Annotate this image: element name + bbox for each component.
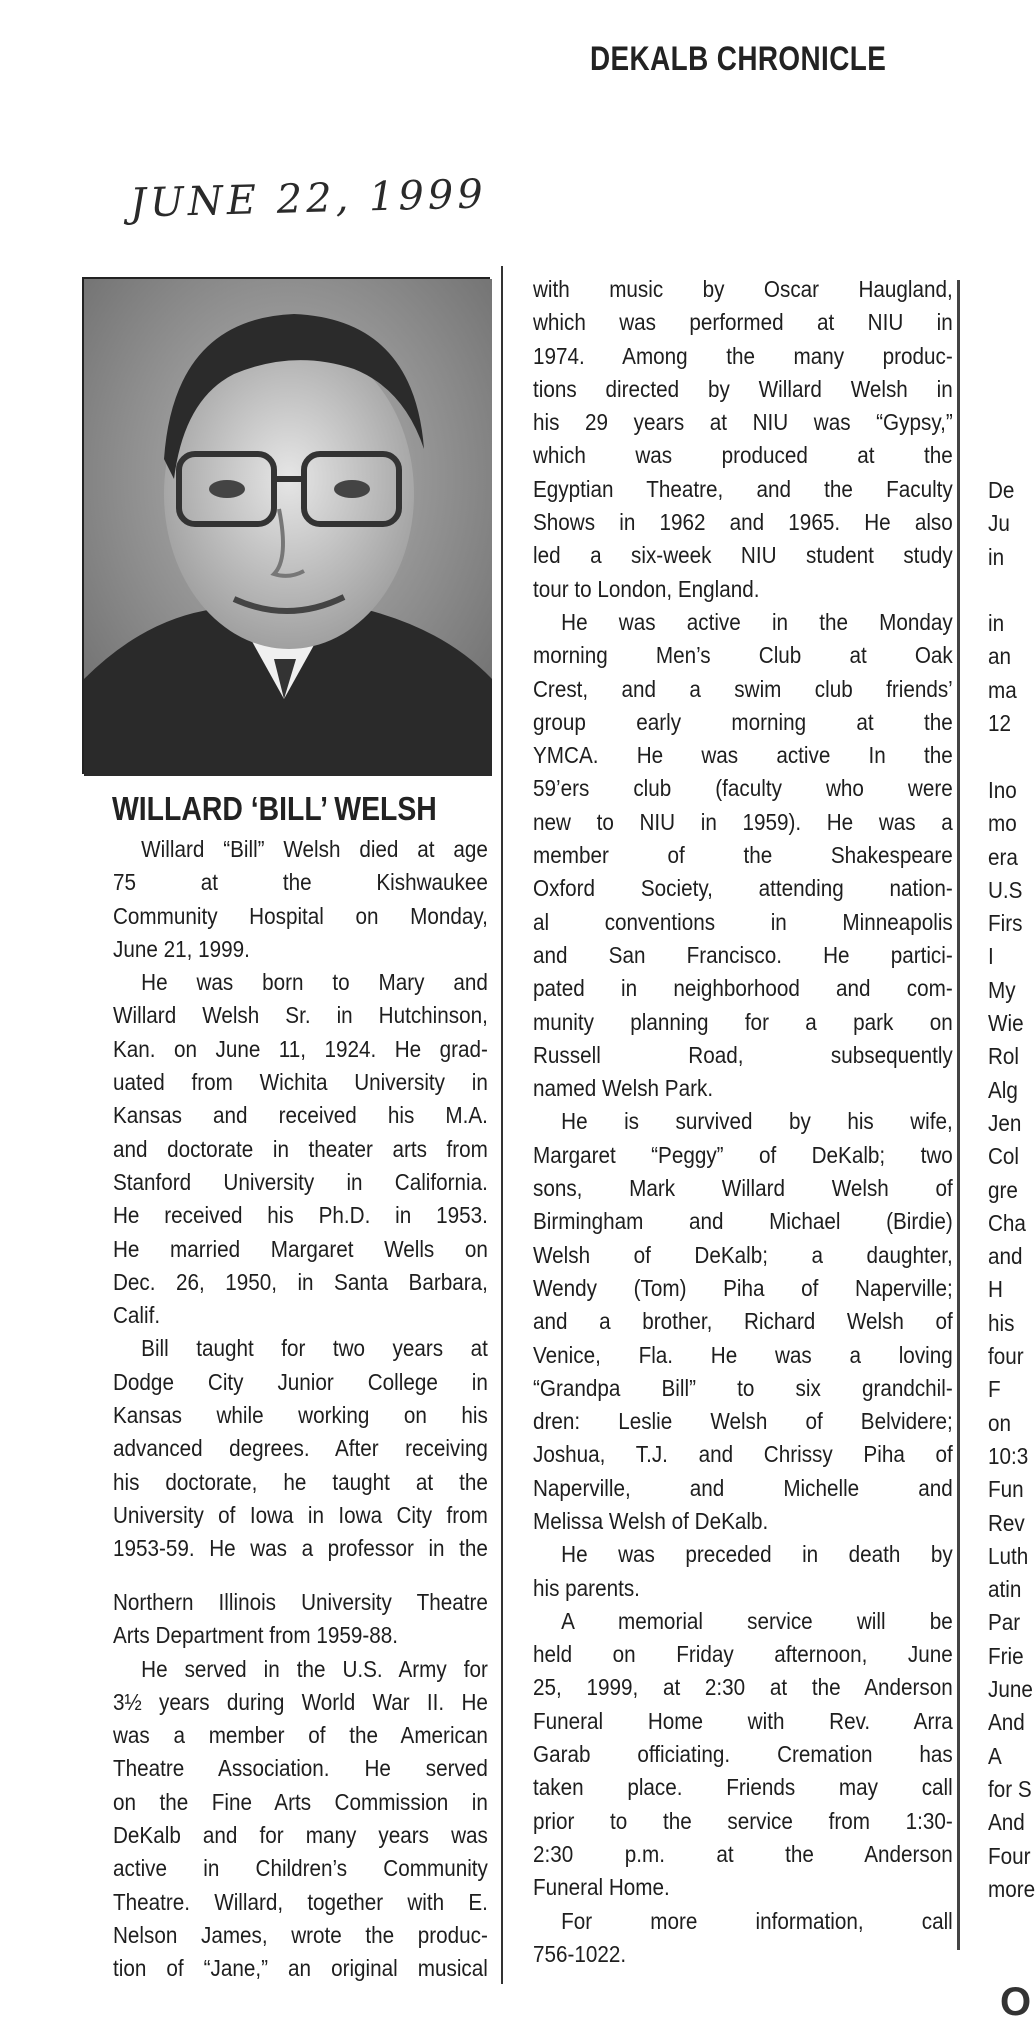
- text-line: tour to London, England.: [533, 575, 760, 602]
- text-line: Jen: [988, 1109, 1022, 1136]
- text-line: Four: [988, 1842, 1031, 1869]
- text-line: new to NIU in 1959). He was a: [533, 808, 953, 835]
- newspaper-masthead: DEKALB CHRONICLE: [590, 40, 887, 78]
- portrait-photo: [82, 277, 490, 774]
- text-line: Welsh of DeKalb; a daughter,: [533, 1241, 953, 1268]
- text-line: Wendy (Tom) Piha of Naperville;: [533, 1274, 953, 1301]
- column-divider-left: [501, 266, 503, 1984]
- text-line: University of Iowa in Iowa City from: [113, 1501, 488, 1528]
- text-line: Alg: [988, 1076, 1018, 1103]
- text-line: Rol: [988, 1043, 1020, 1070]
- text-line: was a member of the American: [113, 1722, 488, 1749]
- text-line: 756-1022.: [533, 1940, 627, 1967]
- text-line: Egyptian Theatre, and the Faculty: [533, 475, 953, 502]
- text-line: Willard “Bill” Welsh died at age: [141, 836, 488, 862]
- text-line: Arts Department from 1959-88.: [113, 1622, 399, 1649]
- right-column-fragments-2: [988, 607, 1017, 740]
- text-line: his 29 years at NIU was “Gypsy,”: [533, 409, 953, 436]
- text-line: Fun: [988, 1476, 1024, 1503]
- text-line: Oxford Society, attending nation-: [533, 875, 953, 902]
- left-column-part1: [113, 833, 488, 1566]
- text-line: Russell Road, subsequently: [533, 1041, 953, 1068]
- text-line: and: [988, 1243, 1023, 1270]
- text-line: Melissa Welsh of DeKalb.: [533, 1507, 769, 1534]
- text-line: morning Men’s Club at Oak: [533, 642, 953, 669]
- text-line: named Welsh Park.: [533, 1075, 714, 1102]
- text-line: atin: [988, 1576, 1022, 1603]
- text-line: 25, 1999, at 2:30 at the Anderson: [533, 1674, 953, 1701]
- text-line: Dodge City Junior College in: [113, 1368, 488, 1395]
- text-line: 59’ers club (faculty who were: [533, 775, 953, 802]
- text-line: which was produced at the: [533, 442, 953, 469]
- text-line: Funeral Home with Rev. Arra: [533, 1707, 953, 1734]
- text-line: Birmingham and Michael (Birdie): [533, 1208, 953, 1235]
- text-line: gre: [988, 1176, 1018, 1203]
- text-line: He was preceded in death by: [561, 1541, 953, 1568]
- text-line: on: [988, 1409, 1012, 1436]
- text-line: taken place. Friends may call: [533, 1774, 953, 1801]
- text-line: Venice, Fla. He was a loving: [533, 1341, 953, 1368]
- text-line: 75 at the Kishwaukee: [113, 869, 488, 896]
- text-line: I: [988, 943, 994, 970]
- text-line: And: [988, 1809, 1025, 1836]
- text-line: Theatre. Willard, together with E.: [113, 1888, 488, 1915]
- text-line: his parents.: [533, 1574, 640, 1601]
- text-line: uated from Wichita University in: [113, 1069, 488, 1096]
- text-line: De: [988, 477, 1015, 503]
- text-line: which was performed at NIU in: [533, 309, 953, 336]
- text-line: Dec. 26, 1950, in Santa Barbara,: [113, 1268, 488, 1295]
- text-line: dren: Leslie Welsh of Belvidere;: [533, 1408, 953, 1435]
- middle-column: [533, 273, 953, 1971]
- text-line: Calif.: [113, 1302, 161, 1329]
- text-line: on the Fine Arts Commission in: [113, 1788, 488, 1815]
- text-line: A: [988, 1742, 1002, 1769]
- text-line: and doctorate in theater arts from: [113, 1135, 488, 1162]
- text-line: Shows in 1962 and 1965. He also: [533, 509, 953, 536]
- right-column-fragments-3: [988, 774, 1035, 1906]
- right-column-fragments-1: [988, 474, 1014, 574]
- text-line: 2:30 p.m. at the Anderson: [533, 1840, 953, 1867]
- text-line: He was born to Mary and: [141, 969, 488, 996]
- text-line: Rev: [988, 1509, 1025, 1536]
- text-line: Stanford University in California.: [113, 1168, 488, 1195]
- text-line: and San Francisco. He partici-: [533, 941, 953, 968]
- text-line: Luth: [988, 1542, 1029, 1569]
- text-line: member of the Shakespeare: [533, 842, 953, 869]
- text-line: more: [988, 1875, 1035, 1902]
- text-line: pated in neighborhood and com-: [533, 975, 953, 1002]
- text-line: advanced degrees. After receiving: [113, 1435, 488, 1462]
- text-line: For more information, call: [561, 1907, 953, 1934]
- text-line: Bill taught for two years at: [141, 1335, 488, 1362]
- text-line: Theatre Association. He served: [113, 1755, 488, 1782]
- text-line: 3½ years during World War II. He: [113, 1688, 488, 1715]
- text-line: And: [988, 1709, 1025, 1736]
- text-line: held on Friday afternoon, June: [533, 1641, 953, 1668]
- handwritten-date: JUNE 22, 1999: [129, 171, 488, 227]
- text-line: 1953-59. He was a professor in the: [113, 1535, 488, 1562]
- text-line: his doctorate, he taught at the: [113, 1468, 488, 1495]
- text-line: his: [988, 1309, 1015, 1336]
- text-line: for S: [988, 1775, 1032, 1802]
- text-line: Northern Illinois University Theatre: [113, 1589, 488, 1615]
- text-line: He was active in the Monday: [561, 608, 953, 635]
- text-line: prior to the service from 1:30-: [533, 1807, 953, 1834]
- text-line: Crest, and a swim club friends’: [533, 675, 953, 702]
- text-line: “Grandpa Bill” to six grandchil-: [533, 1374, 953, 1401]
- text-line: U.S: [988, 876, 1023, 903]
- text-line: DeKalb and for many years was: [113, 1822, 488, 1849]
- text-line: A memorial service will be: [561, 1607, 953, 1634]
- text-line: YMCA. He was active In the: [533, 742, 953, 769]
- text-line: Ino: [988, 777, 1017, 803]
- text-line: Willard Welsh Sr. in Hutchinson,: [113, 1002, 488, 1029]
- text-line: Ju: [988, 510, 1010, 537]
- text-line: in: [988, 610, 1005, 636]
- text-line: with music by Oscar Haugland,: [533, 276, 953, 302]
- text-line: He received his Ph.D. in 1953.: [113, 1202, 488, 1229]
- text-line: Joshua, T.J. and Chrissy Piha of: [533, 1441, 953, 1468]
- text-line: ma: [988, 676, 1017, 703]
- text-line: 12: [988, 709, 1012, 736]
- text-line: tions directed by Willard Welsh in: [533, 375, 953, 402]
- text-line: munity planning for a park on: [533, 1008, 953, 1035]
- text-line: active in Children’s Community: [113, 1855, 488, 1882]
- text-line: My: [988, 976, 1016, 1003]
- text-line: 10:3: [988, 1442, 1029, 1469]
- text-line: Naperville, and Michelle and: [533, 1474, 953, 1501]
- text-line: He served in the U.S. Army for: [141, 1655, 488, 1682]
- text-line: Firs: [988, 910, 1023, 937]
- column-divider-right: [957, 280, 960, 1950]
- text-line: an: [988, 643, 1012, 670]
- text-line: led a six-week NIU student study: [533, 542, 953, 569]
- text-line: sons, Mark Willard Welsh of: [533, 1175, 953, 1202]
- text-line: He is survived by his wife,: [561, 1108, 953, 1135]
- text-line: al conventions in Minneapolis: [533, 908, 953, 935]
- text-line: Nelson James, wrote the produc-: [113, 1921, 488, 1948]
- text-line: 1974. Among the many produc-: [533, 342, 953, 369]
- text-line: mo: [988, 810, 1017, 837]
- text-line: June: [988, 1676, 1033, 1703]
- text-line: Garab officiating. Cremation has: [533, 1741, 953, 1768]
- text-line: Par: [988, 1609, 1021, 1636]
- text-line: in: [988, 543, 1005, 570]
- portrait-image: [84, 279, 492, 776]
- text-line: Kansas and received his M.A.: [113, 1102, 488, 1129]
- text-line: group early morning at the: [533, 708, 953, 735]
- text-line: June 21, 1999.: [113, 935, 250, 962]
- text-line: Wie: [988, 1010, 1024, 1037]
- left-column-part2: [113, 1586, 488, 1986]
- text-line: H: [988, 1276, 1003, 1303]
- text-line: Cha: [988, 1209, 1026, 1236]
- text-line: Frie: [988, 1642, 1024, 1669]
- text-line: He married Margaret Wells on: [113, 1235, 488, 1262]
- text-line: and a brother, Richard Welsh of: [533, 1308, 953, 1335]
- text-line: Kan. on June 11, 1924. He grad-: [113, 1035, 488, 1062]
- text-line: Col: [988, 1143, 1020, 1170]
- text-line: F: [988, 1376, 1001, 1403]
- text-line: Margaret “Peggy” of DeKalb; two: [533, 1141, 953, 1168]
- cutoff-letter: O: [1000, 1980, 1032, 2024]
- text-line: era: [988, 843, 1018, 870]
- text-line: Kansas while working on his: [113, 1402, 488, 1429]
- text-line: Funeral Home.: [533, 1874, 670, 1901]
- text-line: four: [988, 1343, 1024, 1370]
- text-line: Community Hospital on Monday,: [113, 902, 488, 929]
- obituary-headline: WILLARD ‘BILL’ WELSH: [112, 790, 437, 827]
- text-line: tion of “Jane,” an original musical: [113, 1955, 488, 1982]
